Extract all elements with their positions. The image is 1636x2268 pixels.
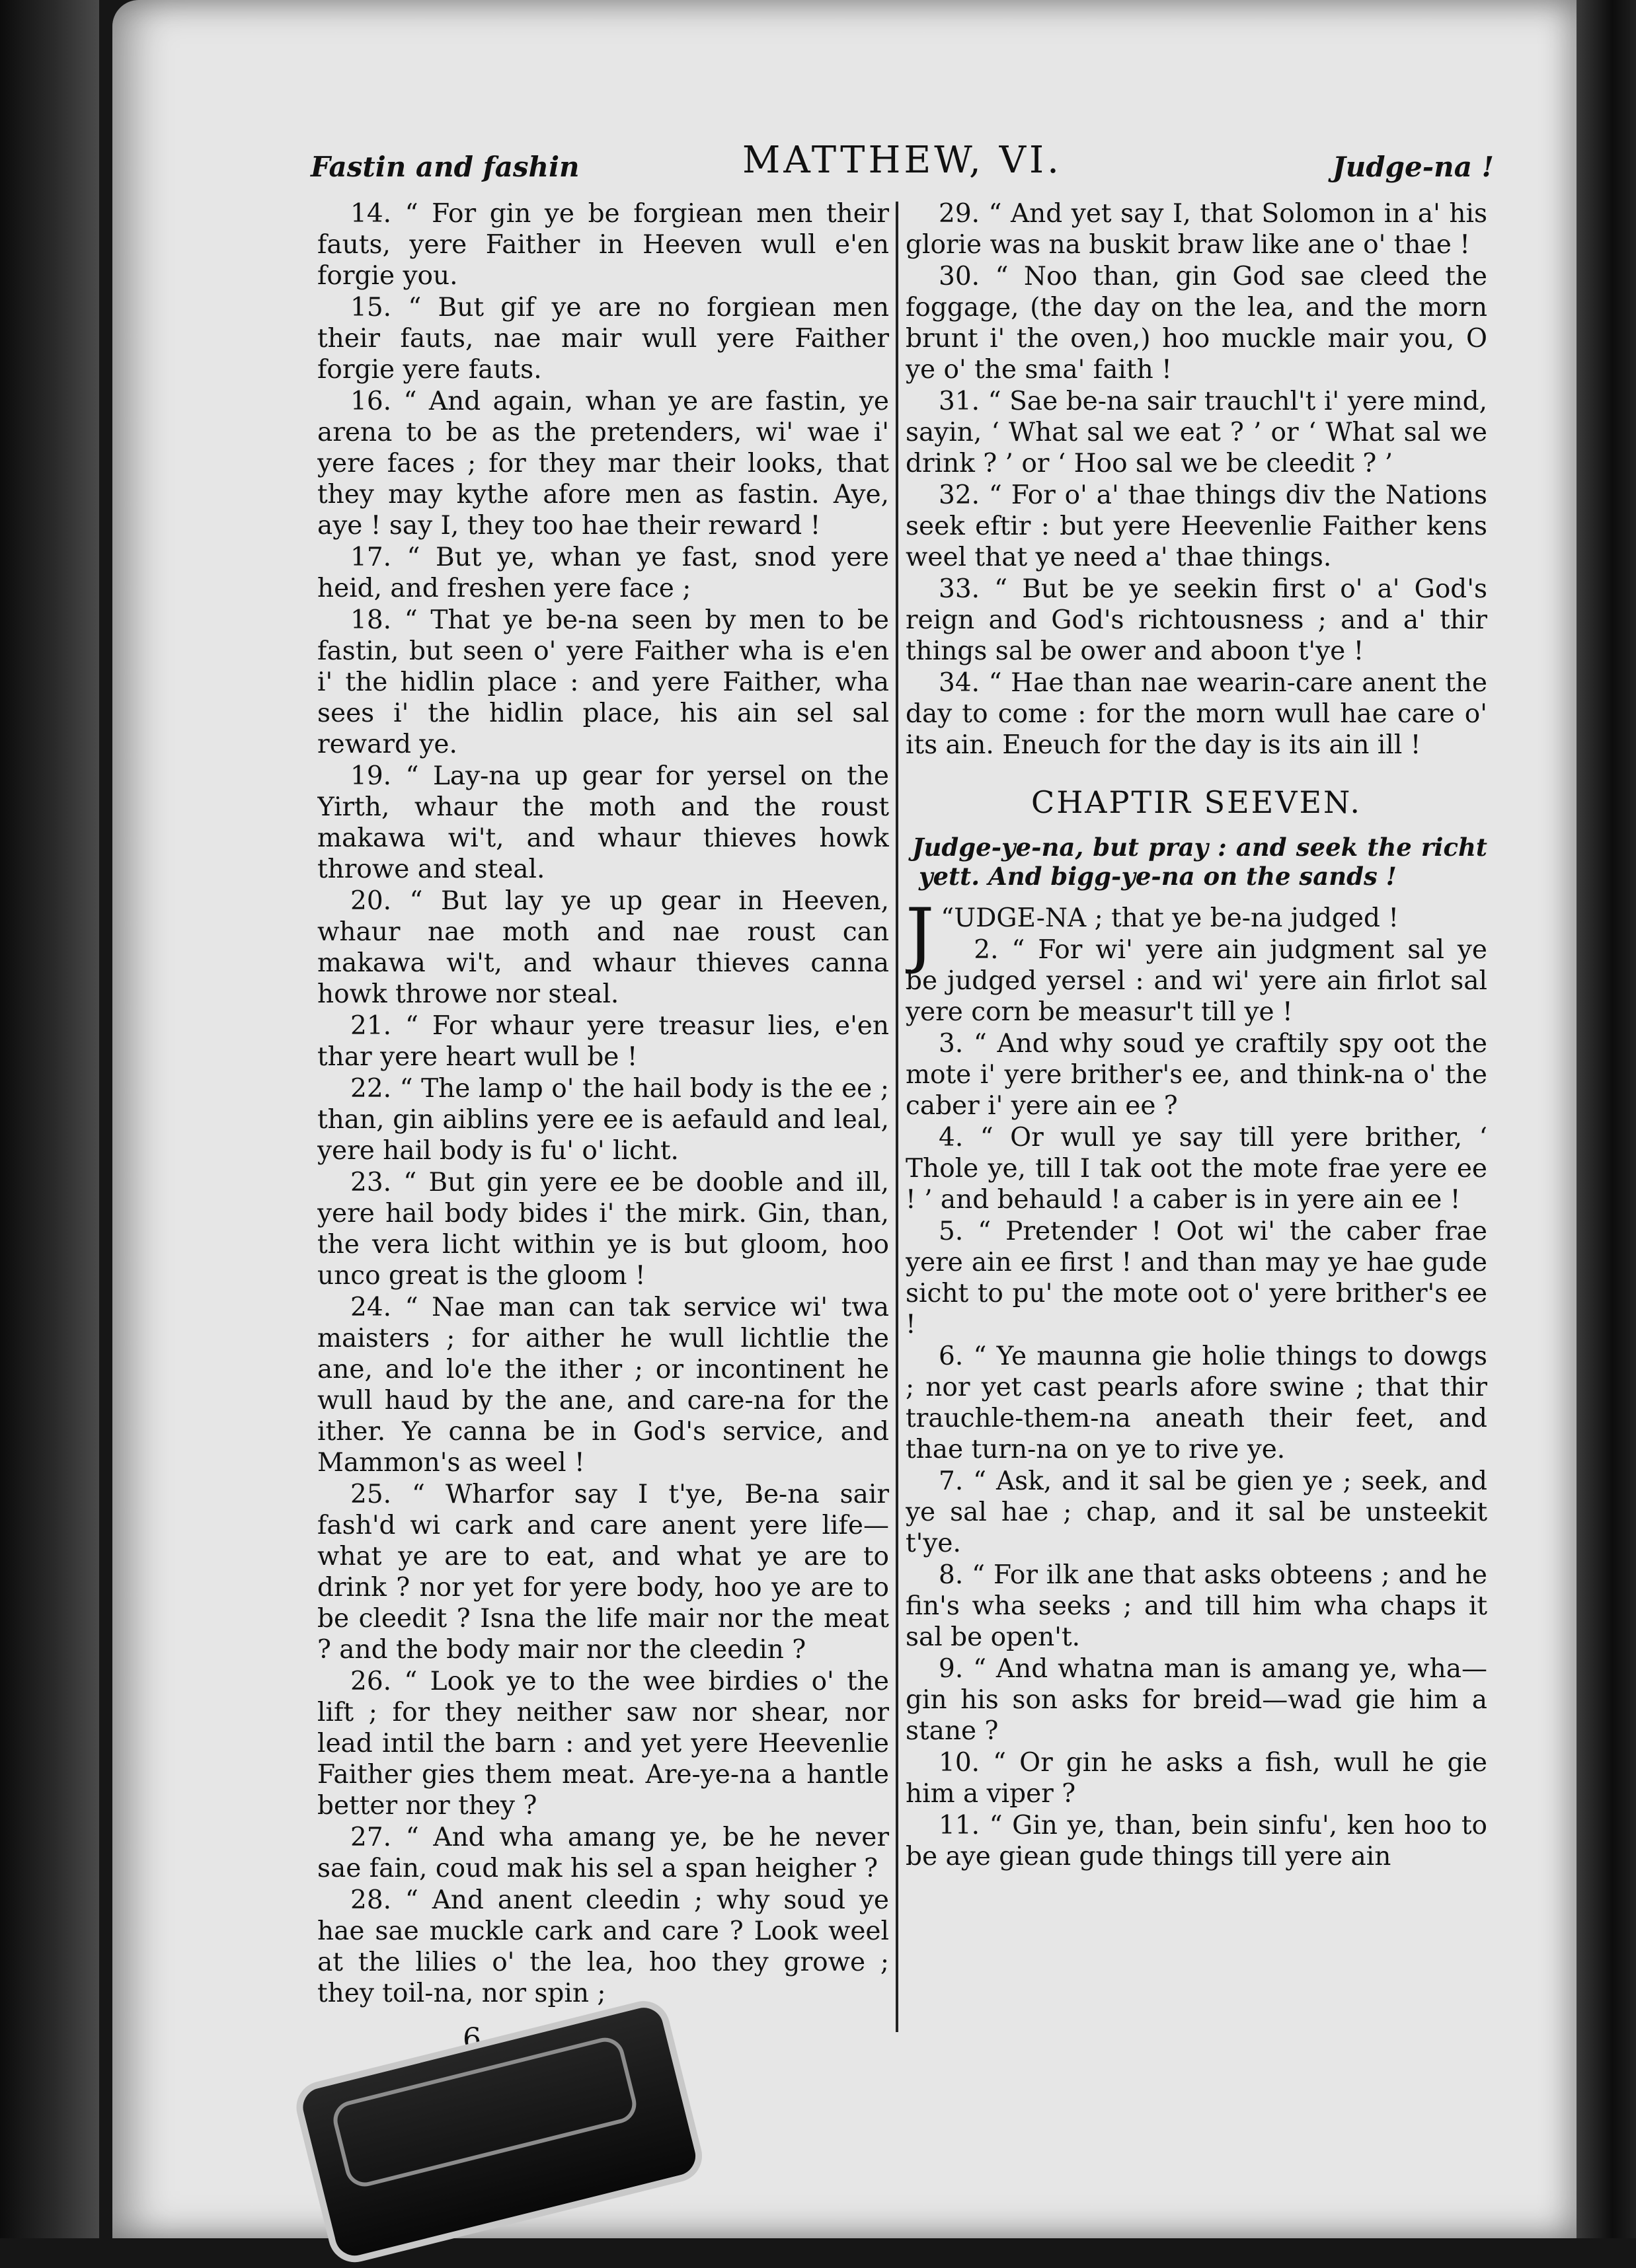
verse: 11. “ Gin ye, than, bein sinfu', ken hoo to be aye giean gude things till yere ain: [906, 1811, 1487, 1871]
running-head-right: Judge-na !: [1332, 151, 1494, 183]
right-column: [906, 198, 1487, 2207]
verse: 6. “ Ye maunna gie holie things to dowgs ; nor yet cast pearls afore swine ; that thir trauchle-them-na aneath their feet, and thae turn-na on ye to rive ye.: [906, 1342, 1487, 1464]
running-head-title: MATTHEW, VI.: [742, 139, 1062, 182]
verse: 16. “ And again, whan ye are fastin, ye arena to be as the pretenders, wi' wae i' yere faces ; for they mar their looks, that they may kythe afore men as fastin. Aye, aye ! say I, they too hae their reward !: [317, 387, 889, 541]
verse: 7. “ Ask, and it sal be gien ye ; seek, and ye sal hae ; chap, and it sal be unsteekit t'ye.: [906, 1466, 1487, 1558]
verse: 4. “ Or wull ye say till yere brither, ‘ Thole ye, till I tak oot the mote frae yere ee ! ’ and behauld ! a caber is in yere ain ee !: [906, 1123, 1487, 1215]
verse: 10. “ Or gin he asks a fish, wull he gie him a viper ?: [906, 1748, 1487, 1809]
verse: 8. “ For ilk ane that asks obteens ; and he fin's wha seeks ; and till him wha chaps it sal be open't.: [906, 1560, 1487, 1652]
page-edge-shadow: [1577, 0, 1636, 2238]
verse: 9. “ And whatna man is amang ye, wha—gin his son asks for breid—wad gie him a stane ?: [906, 1654, 1487, 1746]
verse: 3. “ And why soud ye craftily spy oot the mote i' yere brither's ee, and think-na o' the caber i' yere ain ee ?: [906, 1029, 1487, 1121]
verse: 30. “ Noo than, gin God sae cleed the foggage, (the day on the lea, and the morn brunt i' the oven,) hoo muckle mair you, O ye o' the sma' faith !: [906, 262, 1487, 385]
verse: 32. “ For o' a' thae things div the Nations seek eftir : but yere Heevenlie Faither kens weel that ye need a' thae things.: [906, 480, 1487, 572]
column-divider: [896, 202, 898, 2032]
running-head-left: Fastin and fashin: [311, 151, 580, 183]
verse: 22. “ The lamp o' the hail body is the ee ; than, gin aiblins yere ee is aefauld and leal, yere hail body is fu' o' licht.: [317, 1074, 889, 1166]
page-gutter-shadow: [0, 0, 99, 2238]
verse: 27. “ And wha amang ye, be he never sae fain, coud mak his sel a span heigher ?: [317, 1823, 889, 1883]
chapter-summary: Judge-ye-na, but pray : and seek the richt yett. And bigg-ye-na on the sands !: [912, 833, 1487, 891]
verse: 14. “ For gin ye be forgiean men their fauts, yere Faither in Heeven wull e'en forgie you.: [317, 199, 889, 291]
verse: 2. “ For wi' yere ain judgment sal ye be judged yersel : and wi' yere ain firlot sal yere corn be measur't till ye !: [906, 935, 1487, 1027]
verse: 18. “ That ye be-na seen by men to be fastin, but seen o' yere Faither wha is e'en i' the hidlin place : and yere Faither, wha sees i' the hidlin place, his ain sel sal reward ye.: [317, 605, 889, 759]
verse: 28. “ And anent cleedin ; why soud ye hae sae muckle cark and care ? Look weel at the lilies o' the lea, hoo they growe ; they toil-na, nor spin ;: [317, 1885, 889, 2008]
right-column-verses-ch7: [906, 934, 1487, 1872]
verse: 19. “ Lay-na up gear for yersel on the Yirth, whaur the moth and the roust makawa wi't, and whaur thieves howk throwe and steal.: [317, 761, 889, 884]
verse: 15. “ But gif ye are no forgiean men their fauts, nae mair wull yere Faither forgie yere fauts.: [317, 293, 889, 385]
verse: 21. “ For whaur yere treasur lies, e'en thar yere heart wull be !: [317, 1011, 889, 1072]
verse: 34. “ Hae than nae wearin-care anent the day to come : for the morn wull hae care o' its ain. Eneuch for the day is its ain ill !: [906, 668, 1487, 760]
verse: 31. “ Sae be-na sair trauchl't i' yere mind, sayin, ‘ What sal we eat ? ’ or ‘ What sal we drink ? ’ or ‘ Hoo sal we be cleedit ? ’: [906, 387, 1487, 478]
left-column: [317, 198, 889, 2207]
verse: 29. “ And yet say I, that Solomon in a' his glorie was na buskit braw like ane o' thae !: [906, 199, 1487, 260]
chapter-first-verse: [906, 893, 1487, 976]
verse: 17. “ But ye, whan ye fast, snod yere heid, and freshen yere face ;: [317, 543, 889, 603]
verse: 25. “ Wharfor say I t'ye, Be-na sair fash'd wi cark and care anent yere life— what ye are to eat, and what ye are to drink ? nor yet for yere body, hoo ye are to be cleedit ? Isna the life mair nor the meat ? and the body mair nor the cleedin ?: [317, 1480, 889, 1665]
verse: 24. “ Nae man can tak service wi' twa maisters ; for aither he wull lichtlie the ane, and lo'e the ither ; or incontinent he wull haud by the ane, and care-na for the ither. Ye canna be in God's service, and Mammon's as weel !: [317, 1293, 889, 1478]
open-quote: “: [941, 903, 954, 933]
running-head: [311, 139, 1494, 192]
verse: 23. “ But gin yere ee be dooble and ill, yere hail body bides i' the mirk. Gin, than, the vera licht within ye is but gloom, hoo unco great is the gloom !: [317, 1168, 889, 1291]
verse: 20. “ But lay ye up gear in Heeven, whaur nae moth and nae roust can makawa wi't, and whaur thieves canna howk throwe nor steal.: [317, 886, 889, 1009]
chapter-heading: CHAPTIR SEEVEN.: [1031, 784, 1362, 820]
right-column-verses-ch6: [906, 198, 1487, 761]
drop-cap: J: [906, 893, 935, 976]
verse: 26. “ Look ye to the wee birdies o' the lift ; for they neither saw nor shear, nor lead intil the barn : and yet yere Heevenlie Faither gies them meat. Are-ye-na a hantle better nor they ?: [317, 1667, 889, 1821]
first-verse-text: UDGE-NA ; that ye be-na judged !: [954, 903, 1399, 933]
verse: 33. “ But be ye seekin first o' a' God's reign and God's richtousness ; and a' thir things sal be ower and aboon t'ye !: [906, 574, 1487, 666]
verse: 5. “ Pretender ! Oot wi' the caber frae yere ain ee first ! and than may ye hae gude sicht to pu' the mote oot o' yere brither's ee !: [906, 1217, 1487, 1340]
page-number: 6: [463, 2022, 481, 2056]
